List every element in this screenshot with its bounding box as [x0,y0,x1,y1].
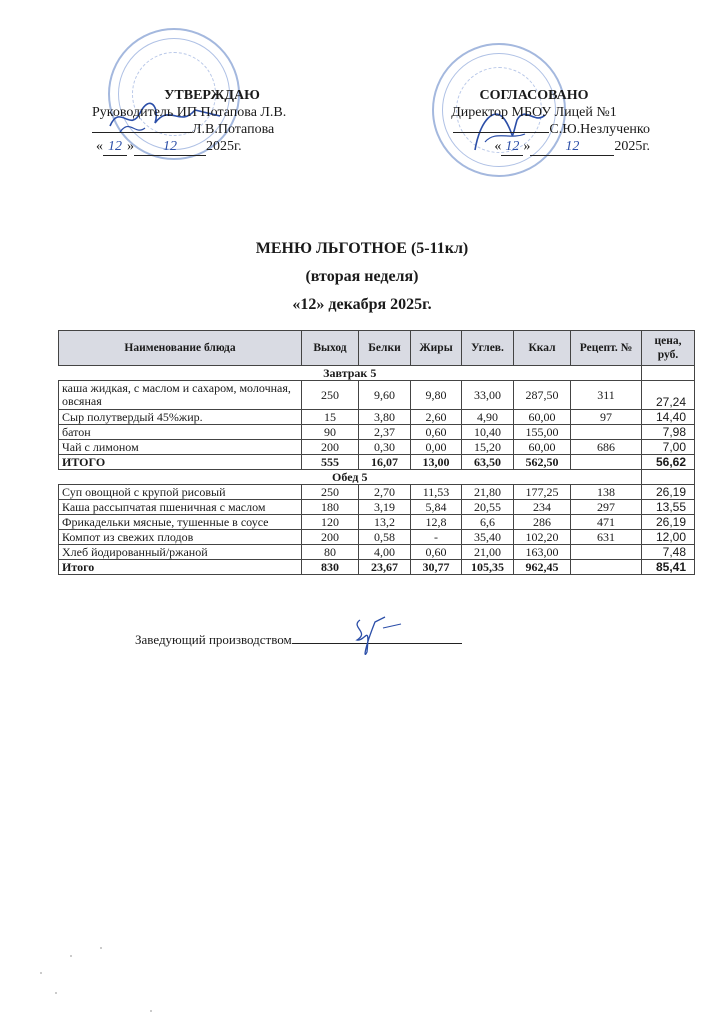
dish-name: Хлеб йодированный/ржаной [59,545,302,560]
table-row [59,530,695,545]
cell-fat: 12,8 [411,515,462,530]
cell-output: 90 [302,425,359,440]
cell-kcal: 102,20 [514,530,571,545]
cell-protein: 0,58 [359,530,411,545]
section-row-breakfast [59,366,695,381]
section-price-empty [642,366,695,381]
total-protein: 16,07 [359,455,411,470]
signature-footer [345,612,405,662]
section-price-empty [642,470,695,485]
cell-price: 7,00 [642,440,695,455]
cell-kcal: 163,00 [514,545,571,560]
cell-protein: 2,37 [359,425,411,440]
total-price: 56,62 [642,455,695,470]
dish-name: Сыр полутвердый 45%жир. [59,410,302,425]
cell-fat: 2,60 [411,410,462,425]
cell-output: 250 [302,381,359,410]
section-title: Завтрак 5 [59,366,642,381]
cell-protein: 3,19 [359,500,411,515]
cell-fat: 0,60 [411,545,462,560]
total-protein: 23,67 [359,560,411,575]
cell-fat: 0,00 [411,440,462,455]
cell-recipe: 97 [571,410,642,425]
total-output: 555 [302,455,359,470]
cell-output: 180 [302,500,359,515]
cell-price: 7,48 [642,545,695,560]
cell-carbs: 4,90 [462,410,514,425]
header-fat: Жиры [411,331,462,366]
scan-speck [150,1010,152,1012]
section-row-lunch [59,470,695,485]
approval-left-date-month: 12 [134,138,206,156]
footer-label: Заведующий производством [135,632,292,647]
menu-table [58,330,695,575]
total-carbs: 105,35 [462,560,514,575]
cell-price: 26,19 [642,515,695,530]
cell-price: 13,55 [642,500,695,515]
cell-price: 7,98 [642,425,695,440]
table-row [59,515,695,530]
dish-name: батон [59,425,302,440]
approval-left-date-day: 12 [103,138,127,156]
approval-right-position: Директор МБОУ Лицей №1 [451,105,617,120]
cell-kcal: 286 [514,515,571,530]
document-title: МЕНЮ ЛЬГОТНОЕ (5-11кл) [255,240,469,257]
table-header-row [59,331,695,366]
cell-price: 12,00 [642,530,695,545]
cell-protein: 2,70 [359,485,411,500]
cell-output: 200 [302,530,359,545]
cell-carbs: 35,40 [462,530,514,545]
approval-left-date: « 12 » 12 2025г. [96,139,242,154]
cell-output: 200 [302,440,359,455]
document-date: «12» декабря 2025г. [292,296,432,313]
cell-fat: - [411,530,462,545]
section-title: Обед 5 [59,470,642,485]
approval-right-signature-line [418,121,650,138]
dish-name: Чай с лимоном [59,440,302,455]
cell-kcal: 155,00 [514,425,571,440]
total-kcal: 562,50 [514,455,571,470]
cell-carbs: 6,6 [462,515,514,530]
dish-name: Компот из свежих плодов [59,530,302,545]
total-fat: 30,77 [411,560,462,575]
cell-protein: 13,2 [359,515,411,530]
approval-left-signature-line [92,121,332,138]
scan-speck [40,972,42,974]
cell-carbs: 20,55 [462,500,514,515]
dish-name: каша жидкая, с маслом и сахаром, молочная, овсяная [59,381,302,410]
cell-protein: 4,00 [359,545,411,560]
cell-carbs: 21,00 [462,545,514,560]
table-row [59,381,695,410]
cell-recipe: 138 [571,485,642,500]
total-recipe [571,560,642,575]
approval-right-date-month: 12 [530,138,614,156]
cell-recipe [571,545,642,560]
cell-kcal: 287,50 [514,381,571,410]
header-name: Наименование блюда [59,331,302,366]
cell-carbs: 21,80 [462,485,514,500]
cell-kcal: 177,25 [514,485,571,500]
total-label: Итого [59,560,302,575]
cell-price: 14,40 [642,410,695,425]
header-output: Выход [302,331,359,366]
cell-output: 80 [302,545,359,560]
header-kcal: Ккал [514,331,571,366]
approval-right [418,87,650,156]
cell-carbs: 15,20 [462,440,514,455]
cell-fat: 0,60 [411,425,462,440]
total-recipe [571,455,642,470]
table-row [59,440,695,455]
header-protein: Белки [359,331,411,366]
cell-output: 15 [302,410,359,425]
approval-left [92,87,332,156]
total-label: ИТОГО [59,455,302,470]
total-row-lunch [59,560,695,575]
document-subtitle: (вторая неделя) [305,268,419,285]
cell-price: 26,19 [642,485,695,500]
cell-protein: 3,80 [359,410,411,425]
table-row [59,425,695,440]
header-price: цена, руб. [642,331,695,366]
cell-recipe: 471 [571,515,642,530]
table-row [59,500,695,515]
cell-recipe: 686 [571,440,642,455]
cell-protein: 0,30 [359,440,411,455]
cell-kcal: 60,00 [514,410,571,425]
cell-fat: 5,84 [411,500,462,515]
approval-left-title: УТВЕРЖДАЮ [164,88,260,103]
approval-right-date-day: 12 [501,138,523,156]
total-price: 85,41 [642,560,695,575]
total-carbs: 63,50 [462,455,514,470]
table-row [59,485,695,500]
cell-fat: 9,80 [411,381,462,410]
total-output: 830 [302,560,359,575]
footer-signature [135,632,462,648]
cell-price: 27,24 [642,381,695,410]
header-recipe: Рецепт. № [571,331,642,366]
table-row [59,410,695,425]
approval-left-signature-name: Л.В.Потапова [192,122,275,137]
dish-name: Каша рассыпчатая пшеничная с маслом [59,500,302,515]
cell-fat: 11,53 [411,485,462,500]
total-row-breakfast [59,455,695,470]
cell-recipe: 311 [571,381,642,410]
dish-name: Суп овощной с крупой рисовый [59,485,302,500]
cell-kcal: 60,00 [514,440,571,455]
approval-right-signature-name: С.Ю.Незлученко [549,122,650,137]
cell-output: 120 [302,515,359,530]
cell-carbs: 33,00 [462,381,514,410]
cell-recipe [571,425,642,440]
cell-recipe: 297 [571,500,642,515]
approval-right-date: « 12 » 12 2025г. [494,139,650,154]
scan-speck [100,947,102,949]
dish-name: Фрикадельки мясные, тушенные в соусе [59,515,302,530]
total-fat: 13,00 [411,455,462,470]
header-carbs: Углев. [462,331,514,366]
cell-recipe: 631 [571,530,642,545]
approval-left-date-year: 2025г. [206,139,242,154]
table-row [59,545,695,560]
scan-speck [55,992,57,994]
approval-left-position: Руководитель ИП Потапова Л.В. [92,105,287,120]
approval-right-date-year: 2025г. [614,139,650,154]
approval-right-title: СОГЛАСОВАНО [479,88,589,103]
cell-carbs: 10,40 [462,425,514,440]
scan-speck [70,955,72,957]
cell-kcal: 234 [514,500,571,515]
cell-output: 250 [302,485,359,500]
total-kcal: 962,45 [514,560,571,575]
cell-protein: 9,60 [359,381,411,410]
